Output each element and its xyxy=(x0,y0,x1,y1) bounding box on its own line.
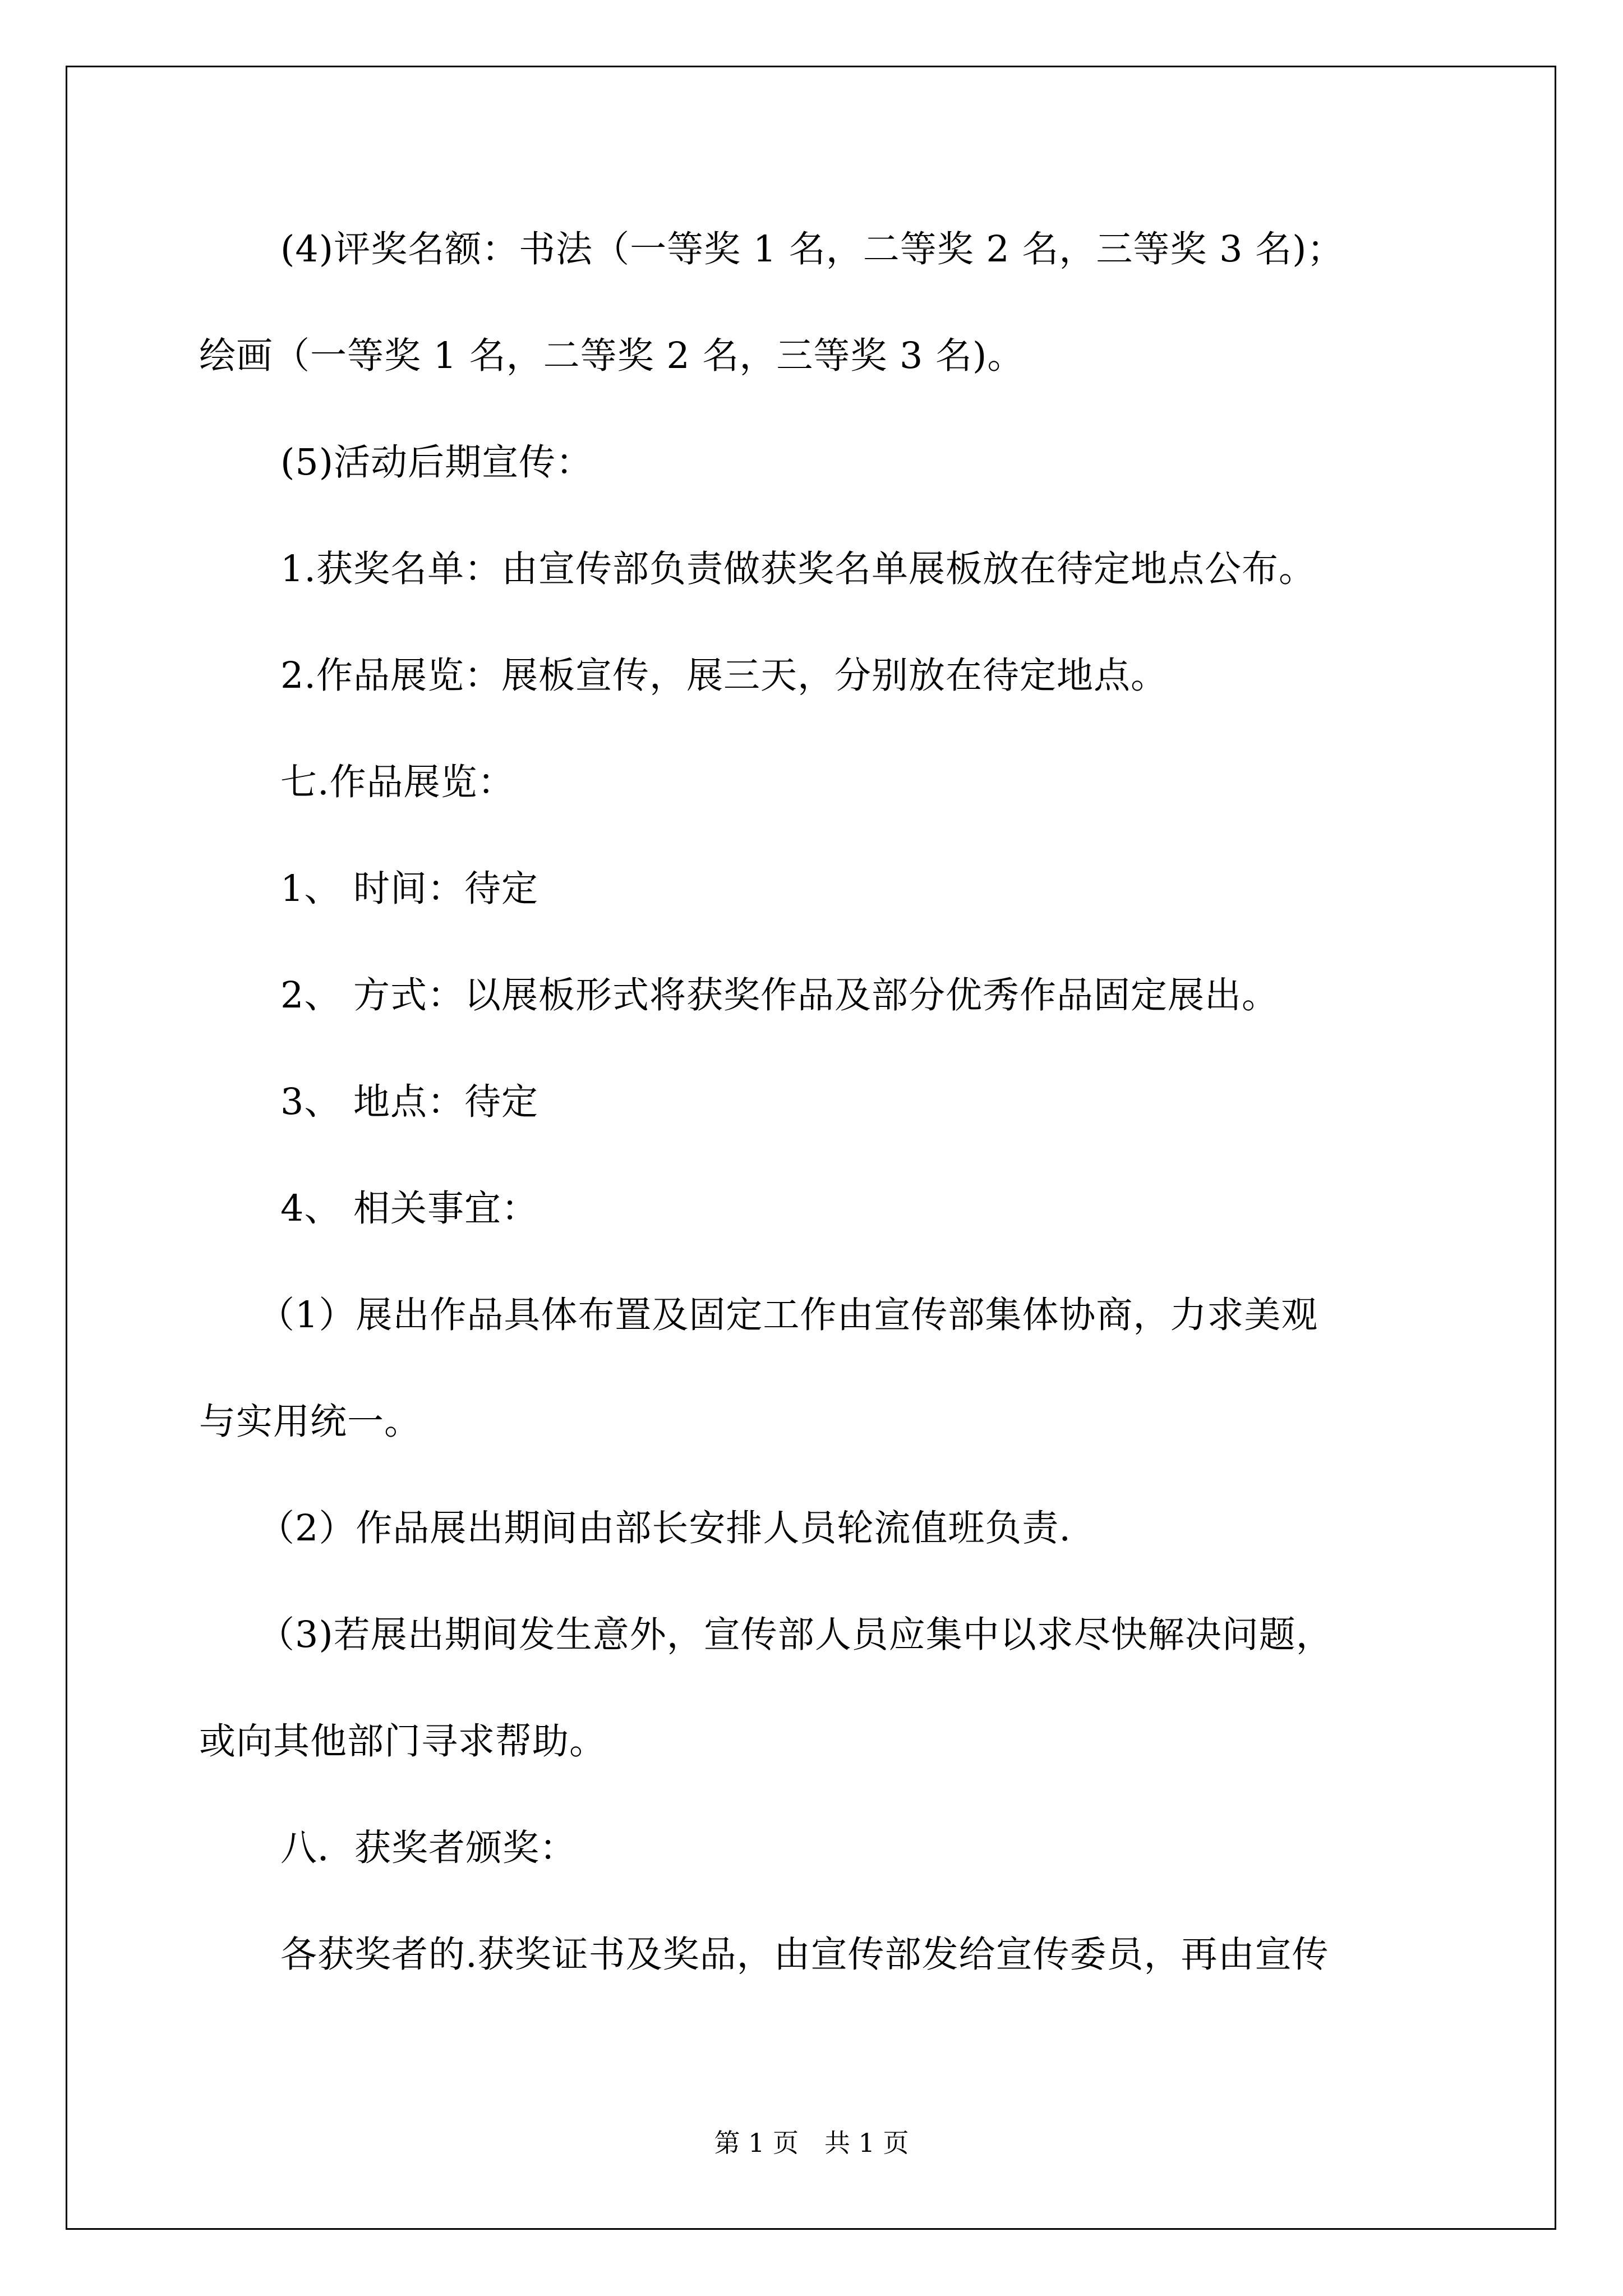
paragraph-line: 4、 相关事宜： xyxy=(280,1188,539,1230)
paragraph-line: 1.获奖名单：由宣传部负责做获奖名单展板放在待定地点公布。 xyxy=(280,548,1316,590)
page-number-footer: 第 1 页 共 1 页 xyxy=(714,2128,909,2158)
paragraph-line: 各获奖者的.获奖证书及奖品，由宣传部发给宣传委员，再由宣传 xyxy=(280,1934,1329,1976)
paragraph-line: 1、 时间：待定 xyxy=(280,868,539,910)
paragraph-line: （1）展出作品具体布置及固定工作由宣传部集体协商，力求美观 xyxy=(258,1294,1318,1336)
page-border xyxy=(66,66,1556,2230)
paragraph-line: (4)评奖名额：书法（一等奖 1 名，二等奖 2 名，三等奖 3 名)； xyxy=(280,228,1344,270)
paragraph-line: (5)活动后期宣传： xyxy=(280,441,593,484)
paragraph-line: 绘画（一等奖 1 名，二等奖 2 名，三等奖 3 名)。 xyxy=(199,335,1025,377)
paragraph-line: 2、 方式：以展板形式将获奖作品及部分优秀作品固定展出。 xyxy=(280,974,1279,1016)
paragraph-line: （3)若展出期间发生意外，宣传部人员应集中以求尽快解决问题， xyxy=(258,1614,1333,1656)
paragraph-line: 或向其他部门寻求帮助。 xyxy=(199,1720,607,1763)
paragraph-line: 与实用统一。 xyxy=(199,1401,422,1443)
paragraph-line: 2.作品展览：展板宣传，展三天，分别放在待定地点。 xyxy=(280,655,1168,697)
section-heading: 八．获奖者颁奖： xyxy=(280,1827,577,1869)
paragraph-line: （2）作品展出期间由部长安排人员轮流值班负责. xyxy=(258,1507,1072,1549)
section-heading: 七.作品展览： xyxy=(280,761,515,803)
paragraph-line: 3、 地点：待定 xyxy=(280,1081,539,1123)
